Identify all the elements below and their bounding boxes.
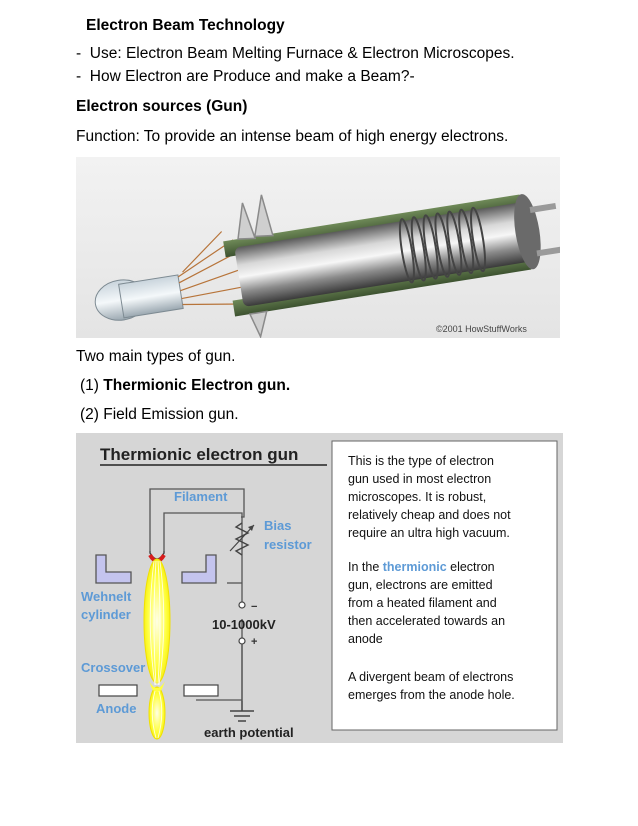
desc-p3-line: emerges from the anode hole. — [348, 688, 515, 702]
desc-p2-post: electron — [446, 560, 495, 574]
label-wehnelt: Wehnelt — [81, 589, 132, 604]
desc-p2-line: then accelerated towards an — [348, 614, 506, 628]
page-title: Electron Beam Technology — [86, 17, 285, 34]
desc-p2-pre: In the — [348, 560, 383, 574]
function-text: Function: To provide an intense beam of high energy electrons. — [76, 128, 509, 145]
desc-p2-line: gun, electrons are emitted — [348, 578, 493, 592]
desc-p2-highlight: thermionic — [382, 560, 447, 574]
desc-p1-line: relatively cheap and does not — [348, 508, 511, 522]
bullet-text: Use: Electron Beam Melting Furnace & Electron Microscopes. — [89, 45, 515, 62]
label-filament: Filament — [174, 489, 228, 504]
section-heading: Electron sources (Gun) — [76, 98, 248, 115]
bullet-how — [76, 68, 415, 86]
thermionic-gun-diagram — [76, 433, 563, 743]
desc-p2-line: from a heated filament and — [348, 596, 497, 610]
bullet-marker: - — [76, 45, 82, 62]
gun-type-1 — [80, 377, 290, 395]
label-minus: − — [251, 601, 258, 613]
desc-p1-line: gun used in most electron — [348, 472, 492, 486]
desc-p2-line: anode — [348, 632, 383, 646]
label-plus: + — [251, 636, 258, 648]
bullet-marker: - — [76, 68, 82, 85]
desc-p3-line: A divergent beam of electrons — [348, 670, 514, 684]
label-resistor: resistor — [264, 537, 312, 552]
label-earth-potential: earth potential — [204, 725, 294, 740]
desc-p1-line: This is the type of electron — [348, 454, 494, 468]
gun-type-1-number: (1) — [80, 377, 99, 394]
desc-p1-line: require an ultra high vacuum. — [348, 526, 510, 540]
gun-type-1-name: Thermionic Electron gun. — [103, 377, 291, 394]
bullet-text: How Electron are Produce and make a Beam?- — [89, 68, 415, 85]
label-anode: Anode — [96, 701, 137, 716]
desc-p1-line: microscopes. It is robust, — [348, 490, 487, 504]
label-bias: Bias — [264, 518, 292, 533]
label-cylinder: cylinder — [81, 607, 131, 622]
diagram-title: Thermionic electron gun — [100, 445, 299, 464]
electron-gun-photo — [76, 157, 560, 338]
label-voltage: 10-1000kV — [212, 617, 276, 632]
bullet-use — [76, 45, 515, 63]
gun-types-intro: Two main types of gun. — [76, 348, 236, 365]
label-crossover: Crossover — [81, 660, 146, 675]
gun-type-2: (2) Field Emission gun. — [80, 406, 239, 423]
desc-p2-line1 — [348, 560, 495, 574]
photo-credit: ©2001 HowStuffWorks — [436, 324, 527, 334]
